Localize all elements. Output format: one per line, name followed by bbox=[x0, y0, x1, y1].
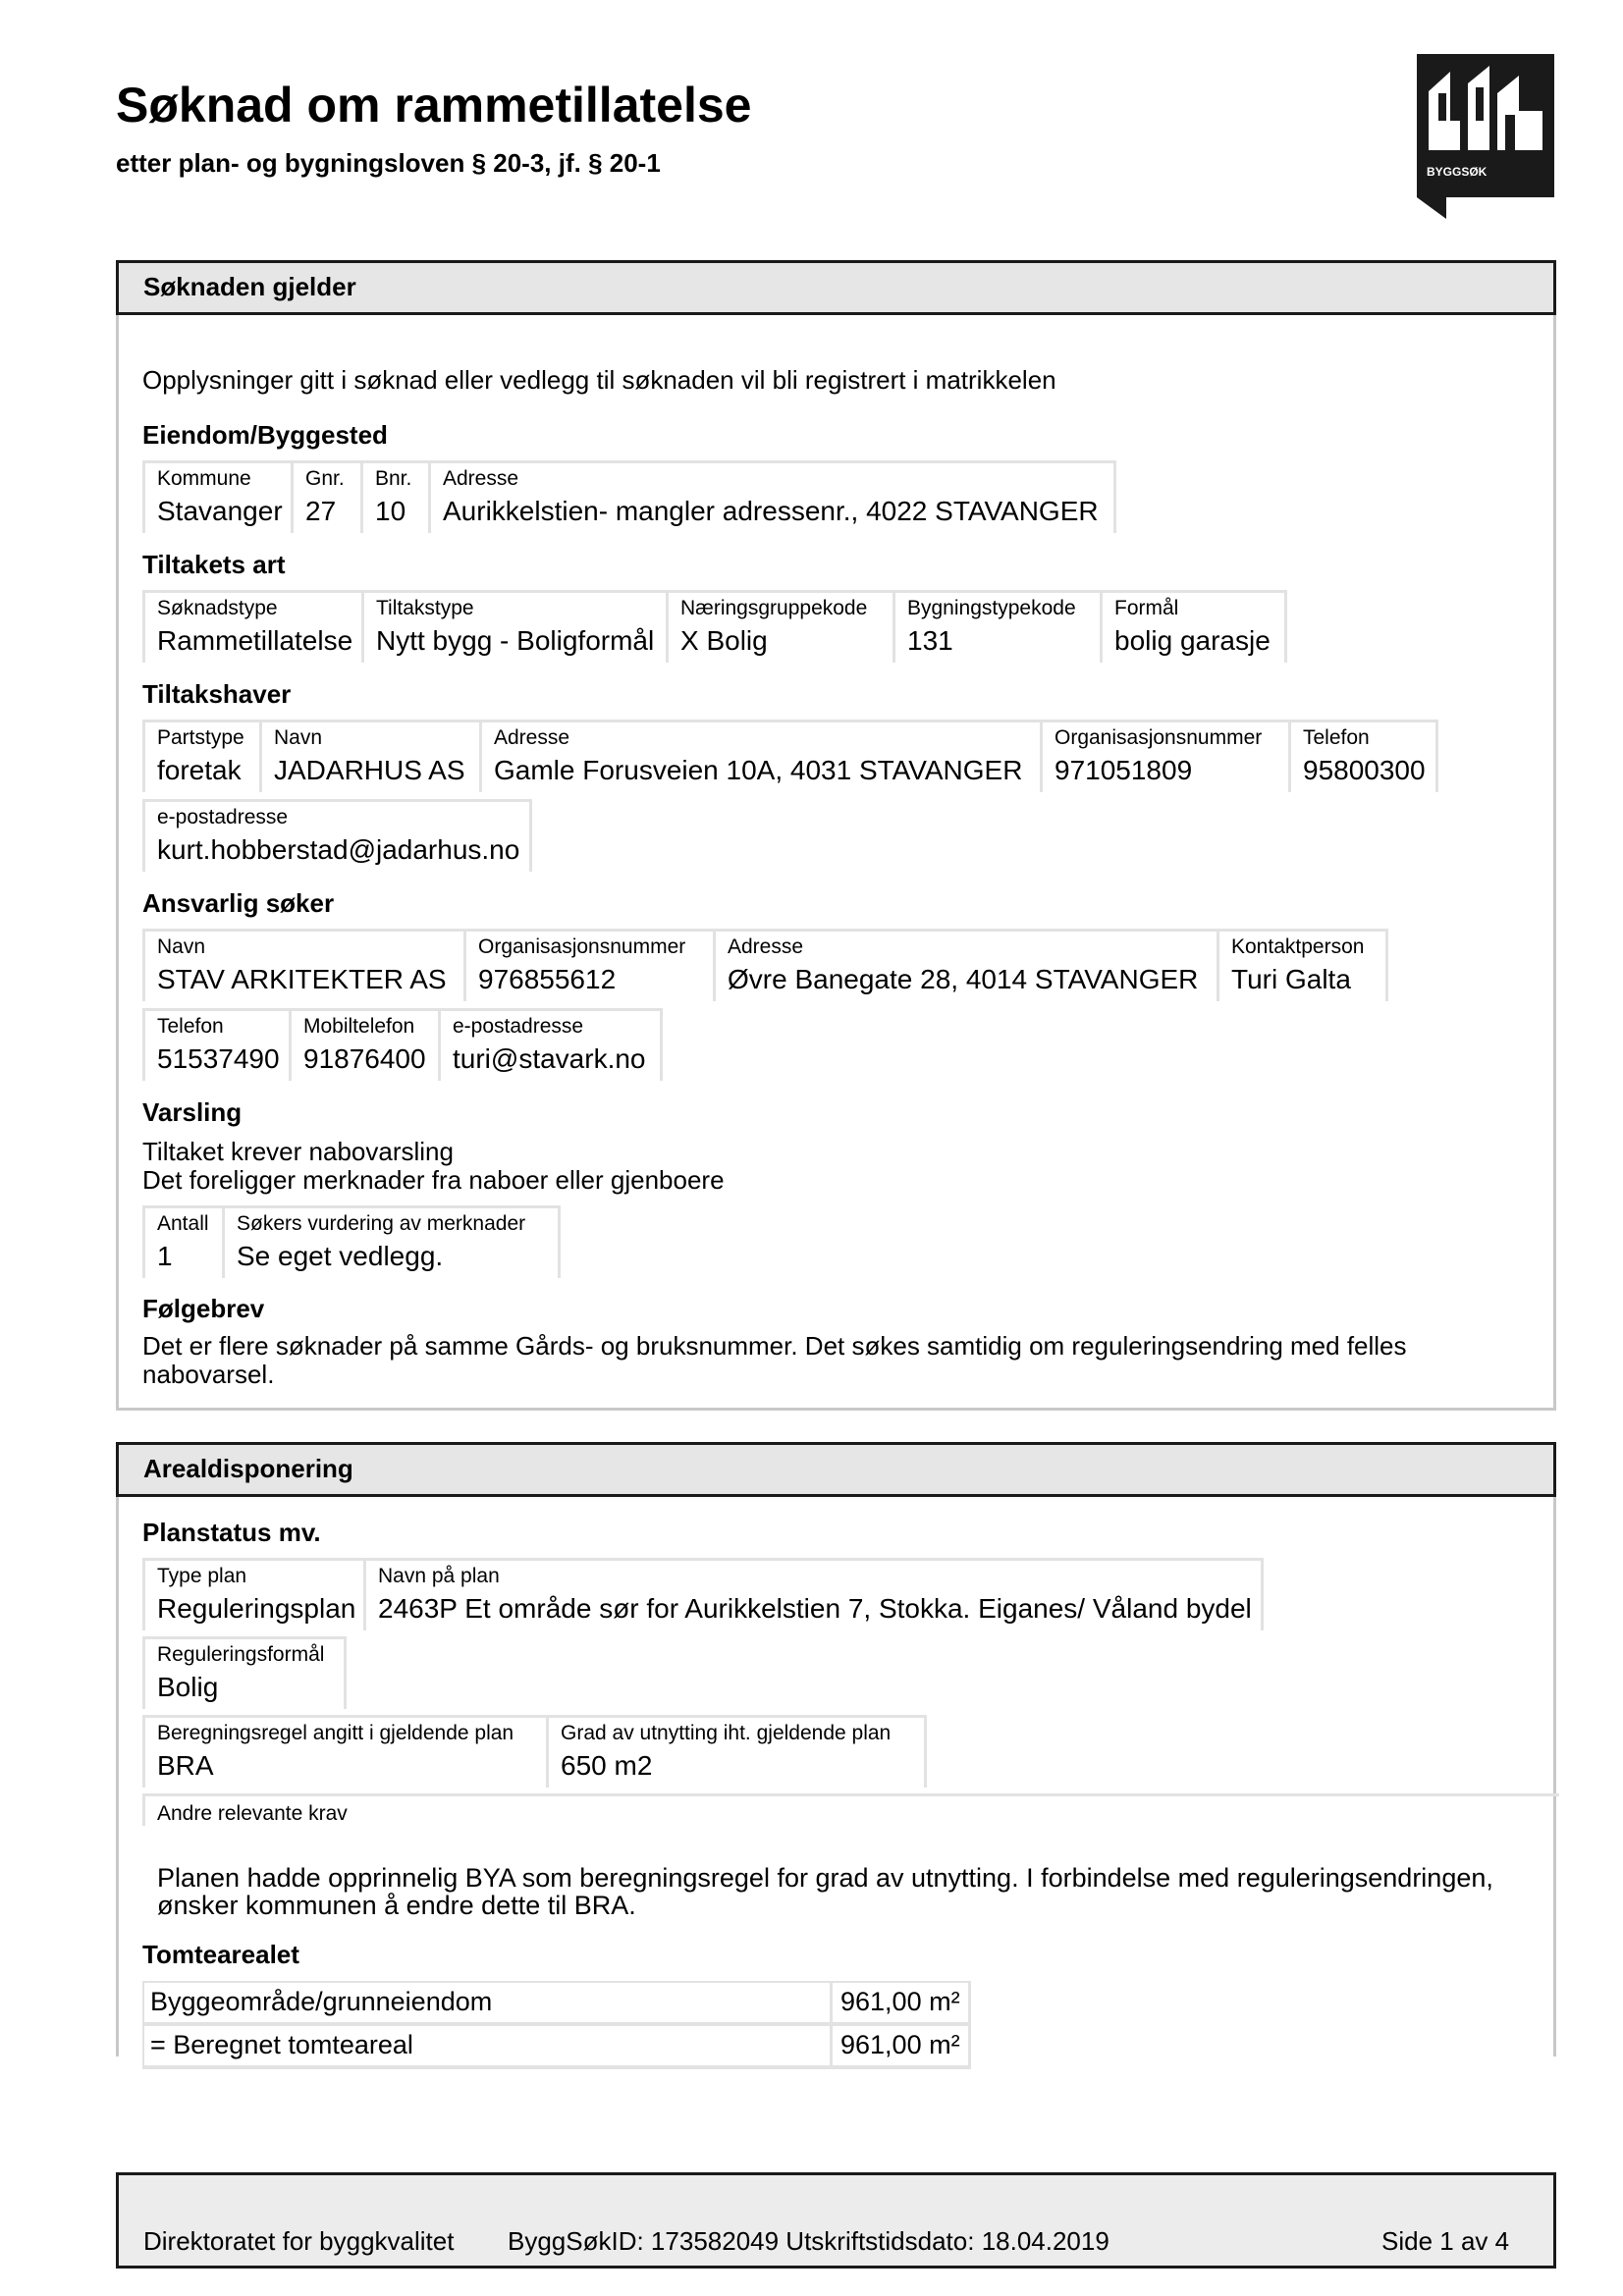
tiltakshaver-heading: Tiltakshaver bbox=[142, 679, 292, 709]
section-header-soknaden bbox=[116, 260, 1556, 315]
field-epost bbox=[441, 1008, 663, 1081]
field-label: Kontaktperson bbox=[1231, 935, 1365, 958]
field-value: 650 m2 bbox=[561, 1750, 653, 1781]
field-label: Navn på plan bbox=[378, 1565, 500, 1587]
field-label: Organisasjonsnummer bbox=[1055, 726, 1263, 749]
field-value: Øvre Banegate 28, 4014 STAVANGER bbox=[728, 964, 1199, 994]
field-value: 51537490 bbox=[157, 1043, 280, 1074]
field-value: 10 bbox=[375, 496, 406, 526]
field-epost bbox=[142, 799, 532, 872]
field-label: Adresse bbox=[728, 935, 804, 958]
andre-krav-line1: Planen hadde opprinnelig BYA som beregningsregel for grad av utnytting. I forbindelse med reguleringsendringen, bbox=[157, 1863, 1493, 1893]
logo-text: BYGGSØK bbox=[1427, 165, 1488, 179]
field-sokers-vurdering bbox=[225, 1205, 561, 1278]
field-mobiltelefon bbox=[292, 1008, 441, 1081]
field-gnr bbox=[294, 460, 363, 533]
planstatus-fields-row1 bbox=[142, 1558, 1264, 1630]
field-label: Kommune bbox=[157, 467, 251, 490]
field-type-plan bbox=[142, 1558, 366, 1630]
table-row bbox=[142, 2026, 971, 2069]
field-label: Reguleringsformål bbox=[157, 1643, 325, 1666]
eiendom-fields bbox=[142, 460, 1116, 533]
field-value: turi@stavark.no bbox=[453, 1043, 646, 1074]
field-telefon bbox=[142, 1008, 292, 1081]
field-value: 976855612 bbox=[478, 964, 617, 994]
field-value: 1 bbox=[157, 1241, 173, 1271]
field-value: 91876400 bbox=[303, 1043, 426, 1074]
section-header-areal bbox=[116, 1442, 1556, 1497]
field-value: Aurikkelstien- mangler adressenr., 4022 STAVANGER bbox=[443, 496, 1099, 526]
ansvarlig-fields-row2 bbox=[142, 1008, 663, 1081]
ansvarlig-heading: Ansvarlig søker bbox=[142, 888, 335, 918]
field-label: Telefon bbox=[1303, 726, 1370, 749]
andre-krav-line2: ønsker kommunen å endre dette til BRA. bbox=[157, 1891, 636, 1920]
eiendom-heading: Eiendom/Byggested bbox=[142, 420, 388, 450]
field-kommune bbox=[142, 460, 294, 533]
varsling-heading: Varsling bbox=[142, 1097, 243, 1127]
field-label: Adresse bbox=[443, 467, 519, 490]
planstatus-fields-row2 bbox=[142, 1636, 347, 1709]
field-label: Antall bbox=[157, 1212, 209, 1235]
field-label: Søkers vurdering av merknader bbox=[237, 1212, 526, 1235]
table-cell-label: = Beregnet tomteareal bbox=[142, 2026, 830, 2065]
field-grad-av-utnytting bbox=[549, 1715, 927, 1788]
field-value: Reguleringsplan bbox=[157, 1593, 356, 1624]
field-value: bolig garasje bbox=[1114, 625, 1271, 656]
field-label: Næringsgruppekode bbox=[680, 597, 868, 619]
field-value: Nytt bygg - Boligformål bbox=[376, 625, 655, 656]
field-organisasjonsnummer bbox=[466, 929, 716, 1001]
field-antall bbox=[142, 1205, 225, 1278]
folgebrev-line1: Det er flere søknader på samme Gårds- og bruksnummer. Det søkes samtidig om reguleringsendring med felles bbox=[142, 1331, 1407, 1361]
field-label: e-postadresse bbox=[453, 1015, 584, 1038]
table-cell-label: Byggeområde/grunneiendom bbox=[142, 1983, 830, 2022]
field-label: Navn bbox=[274, 726, 323, 749]
field-adresse bbox=[431, 460, 1116, 533]
field-adresse bbox=[716, 929, 1219, 1001]
field-label: Søknadstype bbox=[157, 597, 278, 619]
field-value: Stavanger bbox=[157, 496, 283, 526]
field-value: 27 bbox=[305, 496, 337, 526]
field-label: Telefon bbox=[157, 1015, 224, 1038]
field-label: Bnr. bbox=[375, 467, 412, 490]
field-value: kurt.hobberstad@jadarhus.no bbox=[157, 834, 520, 865]
field-label: Bygningstypekode bbox=[907, 597, 1076, 619]
field-label: Adresse bbox=[494, 726, 570, 749]
section-title: Søknaden gjelder bbox=[143, 272, 356, 301]
table-row bbox=[142, 1981, 971, 2026]
tiltak-fields bbox=[142, 590, 1287, 663]
field-label: Gnr. bbox=[305, 467, 345, 490]
planstatus-fields-row3 bbox=[142, 1715, 927, 1788]
varsling-fields bbox=[142, 1205, 561, 1278]
field-adresse bbox=[482, 720, 1043, 792]
planstatus-heading: Planstatus mv. bbox=[142, 1518, 321, 1547]
tomteareal-heading: Tomtearealet bbox=[142, 1940, 299, 1969]
field-value: BRA bbox=[157, 1750, 214, 1781]
field-label: Navn bbox=[157, 935, 206, 958]
field-bnr bbox=[363, 460, 431, 533]
field-bygningstypekode bbox=[895, 590, 1103, 663]
tiltak-heading: Tiltakets art bbox=[142, 550, 286, 579]
field-value: 95800300 bbox=[1303, 755, 1426, 785]
footer-page-number: Side 1 av 4 bbox=[1381, 2226, 1510, 2256]
field-value: 131 bbox=[907, 625, 953, 656]
field-beregningsregel bbox=[142, 1715, 549, 1788]
field-value: Bolig bbox=[157, 1672, 219, 1702]
field-organisasjonsnummer bbox=[1043, 720, 1291, 792]
field-navn bbox=[262, 720, 482, 792]
field-telefon bbox=[1291, 720, 1438, 792]
folgebrev-heading: Følgebrev bbox=[142, 1294, 265, 1323]
field-label: Type plan bbox=[157, 1565, 247, 1587]
field-kontaktperson bbox=[1219, 929, 1388, 1001]
field-label: Organisasjonsnummer bbox=[478, 935, 686, 958]
field-value: JADARHUS AS bbox=[274, 755, 465, 785]
page-subtitle: etter plan- og bygningsloven § 20-3, jf. § 20-1 bbox=[116, 148, 661, 178]
field-formal bbox=[1103, 590, 1287, 663]
page-footer bbox=[116, 2172, 1556, 2269]
ansvarlig-fields-row1 bbox=[142, 929, 1388, 1001]
field-reguleringsformal bbox=[142, 1636, 347, 1709]
field-value: foretak bbox=[157, 755, 242, 785]
field-label: Formål bbox=[1114, 597, 1179, 619]
section-title: Arealdisponering bbox=[143, 1454, 353, 1483]
intro-text: Opplysninger gitt i søknad eller vedlegg til søknaden vil bli registrert i matrikkelen bbox=[142, 365, 1056, 395]
field-navn-pa-plan bbox=[366, 1558, 1264, 1630]
tiltakshaver-fields-row1 bbox=[142, 720, 1438, 792]
field-value: Turi Galta bbox=[1231, 964, 1351, 994]
field-soknadstype bbox=[142, 590, 364, 663]
field-label: Andre relevante krav bbox=[157, 1802, 348, 1825]
field-value: Rammetillatelse bbox=[157, 625, 353, 656]
varsling-line2: Det foreligger merknader fra naboer eller gjenboere bbox=[142, 1165, 725, 1195]
field-value: Se eget vedlegg. bbox=[237, 1241, 444, 1271]
field-label: Grad av utnytting iht. gjeldende plan bbox=[561, 1722, 892, 1744]
field-label: Partstype bbox=[157, 726, 244, 749]
table-cell-value: 961,00 m² bbox=[830, 2026, 971, 2065]
field-label: Beregningsregel angitt i gjeldende plan bbox=[157, 1722, 514, 1744]
page-title: Søknad om rammetillatelse bbox=[116, 78, 752, 133]
field-navn bbox=[142, 929, 466, 1001]
table-cell-value: 961,00 m² bbox=[830, 1983, 971, 2022]
footer-id: ByggSøkID: 173582049 Utskriftstidsdato: 18.04.2019 bbox=[508, 2226, 1109, 2256]
field-value: STAV ARKITEKTER AS bbox=[157, 964, 447, 994]
byggsok-logo bbox=[1417, 54, 1554, 197]
varsling-line1: Tiltaket krever nabovarsling bbox=[142, 1137, 454, 1166]
tomteareal-table bbox=[142, 1981, 971, 2069]
field-partstype bbox=[142, 720, 262, 792]
field-value: 2463P Et område sør for Aurikkelstien 7, Stokka. Eiganes/ Våland bydel bbox=[378, 1593, 1252, 1624]
field-naeringsgruppekode bbox=[669, 590, 895, 663]
field-value: X Bolig bbox=[680, 625, 768, 656]
folgebrev-line2: nabovarsel. bbox=[142, 1360, 275, 1389]
field-value: 971051809 bbox=[1055, 755, 1193, 785]
field-value: Gamle Forusveien 10A, 4031 STAVANGER bbox=[494, 755, 1023, 785]
tiltakshaver-fields-row2 bbox=[142, 799, 532, 872]
field-label: Tiltakstype bbox=[376, 597, 474, 619]
andre-relevante-krav-field bbox=[142, 1793, 1559, 1826]
field-tiltakstype bbox=[364, 590, 669, 663]
field-label: Mobiltelefon bbox=[303, 1015, 415, 1038]
field-label: e-postadresse bbox=[157, 806, 289, 828]
footer-org: Direktoratet for byggkvalitet bbox=[143, 2226, 455, 2256]
